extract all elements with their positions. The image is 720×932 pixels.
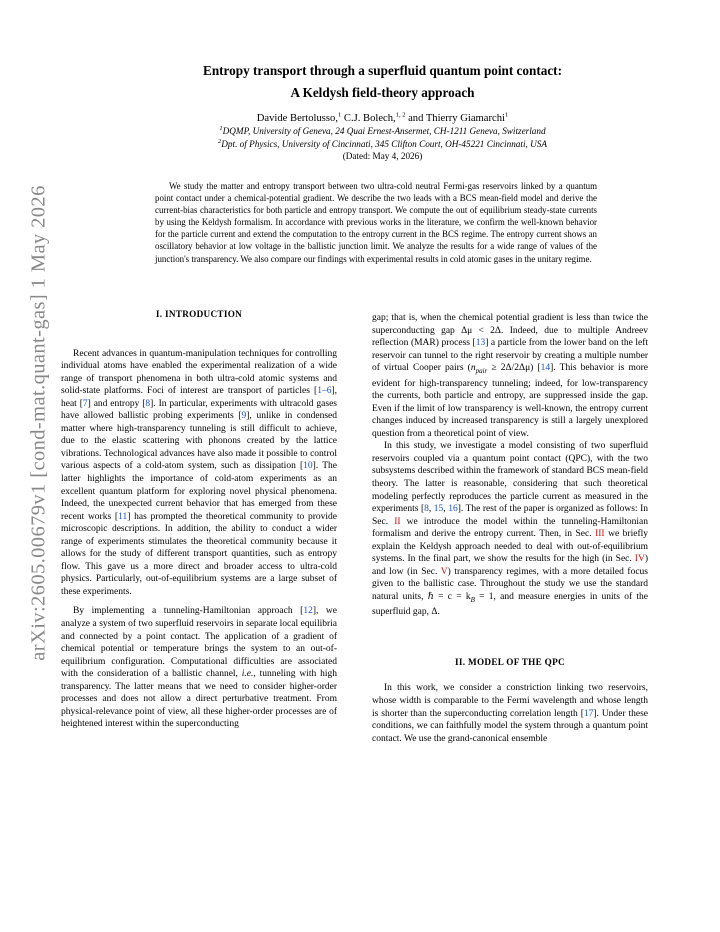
citation-link[interactable]: 7 <box>82 398 88 409</box>
affiliation-1 <box>90 125 675 138</box>
citation-link[interactable]: 12 <box>303 606 313 617</box>
citation-link[interactable]: 17 <box>583 708 594 719</box>
section-heading-introduction: I. INTRODUCTION <box>155 309 243 319</box>
author-affil-mark: 1, 2 <box>395 111 406 119</box>
body-text: we briefly explain the Keldysh approach needed to deal with out-of-equilibrium systems. In the final part, we show the results for the high (in Sec. <box>372 529 648 565</box>
affiliation-2 <box>90 138 675 151</box>
body-text: By implementing a tunneling-Hamiltonian approach [ <box>73 606 304 617</box>
section-heading-model: II. MODEL OF THE QPC <box>455 656 565 667</box>
intro-paragraph-1 <box>61 348 337 599</box>
affiliation-number: 1 <box>219 124 223 132</box>
body-text: ] a particle from the lower band on the left reservoir can tunnel to the right reservoir by creating a multiple number of virtual Cooper pairs ( <box>372 338 649 374</box>
author-name: Davide Bertolusso, <box>256 113 338 124</box>
left-column <box>61 308 337 731</box>
citation-link[interactable]: 10 <box>303 461 313 472</box>
body-text: ) and low (in Sec. <box>372 554 648 577</box>
section-ref-link[interactable]: III <box>595 529 605 540</box>
right-column <box>372 312 648 745</box>
body-text: ]. In particular, experiments with ultracold gases have allowed ballistic probing experiments [ <box>61 398 337 422</box>
body-text: ], heat [ <box>61 386 337 409</box>
italic-text: n <box>470 363 476 374</box>
italic-text: i.e. <box>241 669 254 680</box>
arxiv-stamp <box>19 185 59 661</box>
citation-link[interactable]: 9 <box>241 411 247 422</box>
body-text: ] has prompted the theoretical community to provide microscopic descriptions. In addition, the ability to conduct a wider range of experiments stimulates the theoretical community because it allows for the study of different transport quantities, such as entropy flow. This gave us a more direct and broader access to ultra-cold physics. Particularly, out-of-equilibrium systems are a large subset of these experiments. <box>61 511 337 597</box>
body-text: = 1, and measure energies in units of the superfluid gap, Δ. <box>372 591 648 618</box>
title-block <box>90 60 675 163</box>
citation-link[interactable]: 11 <box>118 511 128 522</box>
author-affil-mark: 1 <box>337 111 342 119</box>
citation-link[interactable]: 13 <box>475 338 486 349</box>
section-ref-link[interactable]: II <box>394 516 401 527</box>
author-name: C.J. Bolech, <box>341 113 396 124</box>
body-text: , <box>428 504 434 515</box>
body-text: ]. The rest of the paper is organized as follows: In Sec. <box>372 504 649 527</box>
intro-paragraph-2 <box>61 605 337 730</box>
subscript-text: pair <box>475 367 488 376</box>
body-text: ) transparency regimes, with a more detailed focus given to the ballistic case. Throughout the study we use the standard natural units, ℏ = c = k <box>372 566 648 602</box>
body-text: ], we analyze a system of two superfluid reservoirs in separate local equilibria and connected by a point contact. The application of a gradient of chemical potential or temperature brings the system to an out-of-equilibrium configuration. Computational difficulties are associated with the consideration of a ballistic channel, <box>61 606 337 680</box>
citation-link[interactable]: 8 <box>424 504 429 515</box>
citation-link[interactable]: 1–6 <box>317 386 332 397</box>
affiliation-text: Dpt. of Physics, University of Cincinnati, 345 Clifton Court, OH-45221 Cincinnati, USA <box>221 138 547 149</box>
body-text: ]. The latter highlights the importance of cold-atom experiments as an excellent quantum platform for exploring novel physical phenomena. Indeed, the unexpected current behavior that has emerged from these recent works [ <box>61 461 337 522</box>
section-ref-link[interactable]: IV <box>634 554 645 565</box>
author-list <box>90 112 675 125</box>
body-text: In this work, we consider a constriction linking two reservoirs, whose width is comparable to the Fermi wavelength and whose length is shorter than the superconducting correlation length [ <box>372 683 648 719</box>
intro-paragraph-4 <box>372 440 648 619</box>
author-name: and Thierry Giamarchi <box>405 113 505 124</box>
date-line: (Dated: May 4, 2026) <box>342 151 423 161</box>
subscript-text: B <box>470 595 475 604</box>
author-affil-mark: 1 <box>504 111 509 119</box>
body-text: ], unlike in condensed matter where high-transparency tunneling is still difficult to achieve, due to the elastic scattering with phonons created by the lattice vibrations. Technological advances have also made it possible to control various aspects of a cold-atom system, such as dissipation [ <box>61 411 337 472</box>
body-text: Recent advances in quantum-manipulation techniques for controlling individual atoms have enabled the experimental realization of a wide range of transport phenomena in both ultra-cold atomic systems and solid-state platforms. Foci of interest are transport of particles [ <box>61 348 337 397</box>
body-text: ]. This behavior is more evident for high-transparency tunneling; indeed, for low-transparency the currents, both particle and entropy, are suppressed inside the gap. Even if the limit of low transparency is well-known, the entropy current changes induced by increased transparency is still a largely unexplored question from a theoretical point of view. <box>372 363 649 439</box>
body-text: , <box>443 504 449 515</box>
intro-paragraph-3 <box>372 312 648 440</box>
affiliation-number: 2 <box>218 137 222 145</box>
body-text: we introduce the model within the tunneling-Hamiltonian formalism and derive the entropy current. Then, in Sec. <box>372 516 648 540</box>
arxiv-identifier: arXiv:2605.00679v1 [cond-mat.quant-gas] 1 May 2026 <box>27 185 50 661</box>
section-ref-link[interactable]: V <box>440 566 448 577</box>
body-text: ] and entropy [ <box>87 398 146 409</box>
citation-link[interactable]: 16 <box>448 504 458 515</box>
body-text: , tunneling with high transparency. The latter means that we need to consider higher-order processes and does not allow a direct perturbative treatment. From physical-relevance point of view, all these higher-order processes are of heightened interest within the superconducting <box>61 669 337 730</box>
citation-link[interactable]: 14 <box>540 363 551 374</box>
body-text: ≥ 2Δ/2Δμ) [ <box>487 363 541 374</box>
abstract: We study the matter and entropy transport between two ultra-cold neutral Fermi-gas reservoirs linked by a quantum point contact under a chemical-potential gradient. We describe the two leads with a BCS mean-field model and derive the current-bias characteristics for both particle and entropy transport. We compute the out of equilibrium steady-state currents by using the Keldysh formalism. In accordance with previous works in the literature, we confirm the well-known behavior for the particle current and extend the computation to the entropy current in the BCS regime. The entropy current shows an oscillatory behavior at low voltage in the ballistic junction limit. We analyze the results for a wide range of values of the junction's transparency. We also compare our findings with experimental results in cold atomic gases in the unitary regime. <box>155 181 597 264</box>
body-text: gap; that is, when the chemical potential gradient is less than twice the superconducting gap Δμ < 2Δ. Indeed, due to multiple Andreev reflection (MAR) process [ <box>372 313 648 349</box>
body-text: ]. Under these conditions, we can faithfully model the system through a quantum point contact. We use the grand-canonical ensemble <box>372 708 648 744</box>
citation-link[interactable]: 8 <box>145 398 151 409</box>
model-paragraph-1 <box>372 682 648 745</box>
body-text: In this study, we investigate a model consisting of two superfluid reservoirs coupled via a quantum point contact (QPC), with the two subsystems described within the framework of standard BCS mean-field theory. The latter is reasonable, considering that such theoretical modeling perfectly reproduces the particle current as measured in the experiments [ <box>372 441 648 515</box>
citation-link[interactable]: 15 <box>433 504 444 515</box>
paper-title-line-1: Entropy transport through a superfluid quantum point contact: <box>203 63 562 78</box>
affiliation-text: DQMP, University of Geneva, 24 Quai Ernest-Ansermet, CH-1211 Geneva, Switzerland <box>222 126 546 136</box>
paper-title-line-2: A Keldysh field-theory approach <box>290 85 475 100</box>
